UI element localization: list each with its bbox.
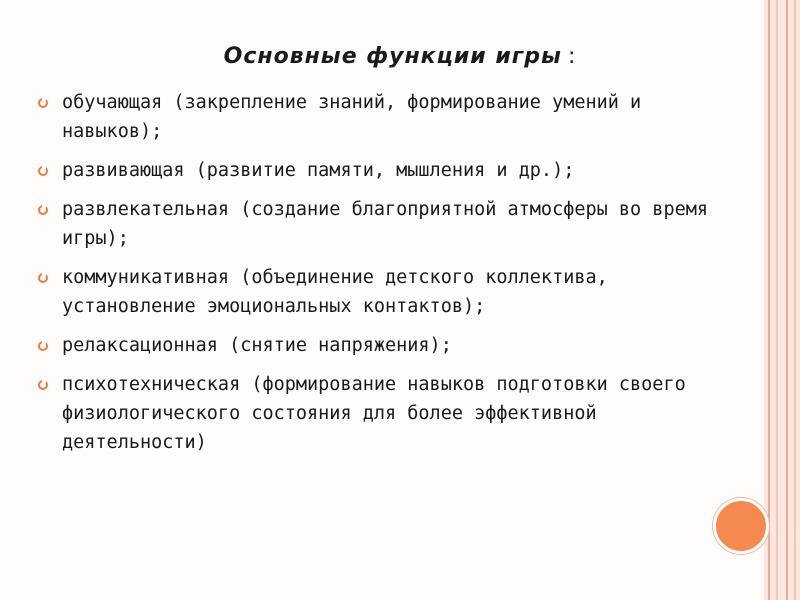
title-colon: : [567,44,577,69]
list-item [34,88,724,146]
ring-bullet-icon [38,205,48,215]
list-item [34,263,724,321]
list-item-text: релаксационная (снятие напряжения); [62,335,452,356]
ring-bullet-icon [38,341,48,351]
list-item [34,370,724,457]
list-item-text: развивающая (развитие памяти, мышления и др.); [62,160,575,181]
orange-circle-icon [713,498,769,554]
decorative-side-frame [764,0,800,600]
list-item-text: развлекательная (создание благоприятной атмосферы во время игры); [62,199,709,249]
ring-bullet-icon [38,166,48,176]
list-item-text: коммуникативная (объединение детского коллектива, установление эмоциональных контактов); [62,267,608,317]
frame-stripe [776,0,778,600]
slide-title: Основные функции игры [223,44,562,69]
frame-stripe [794,0,796,600]
ring-bullet-icon [38,98,48,108]
list-item [34,331,724,360]
list-item [34,156,724,185]
list-item-text: обучающая (закрепление знаний, формирование умений и навыков); [62,92,642,142]
ring-bullet-icon [38,380,48,390]
slide-title-block [0,44,800,69]
frame-stripe [768,0,770,600]
list-item-text: психотехническая (формирование навыков подготовки своего физиологического состояния для более эффективной деятельности) [62,374,686,453]
ring-bullet-icon [38,273,48,283]
functions-list [34,88,724,467]
list-item [34,195,724,253]
frame-stripe [786,0,788,600]
